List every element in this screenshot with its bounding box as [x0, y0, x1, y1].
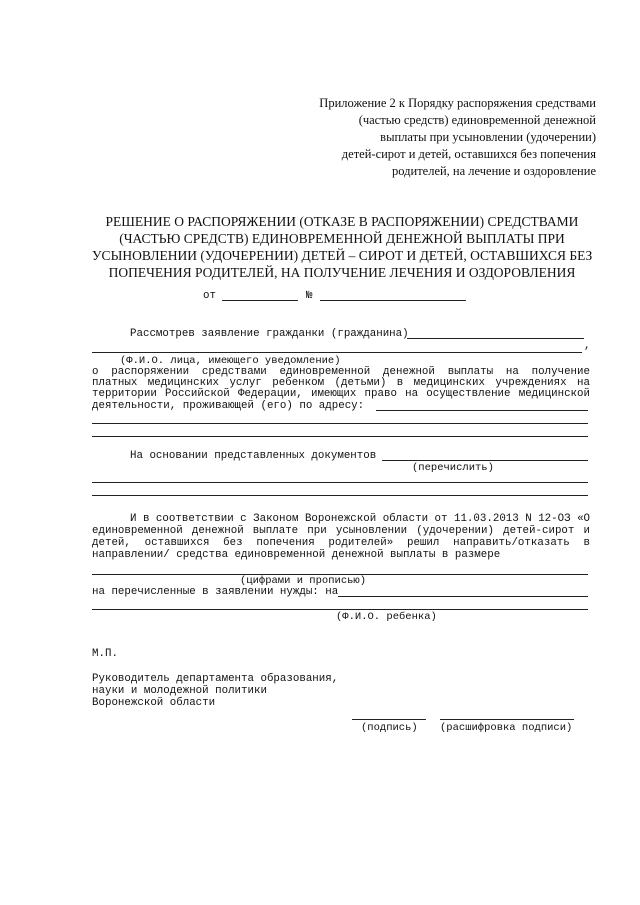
appendix-line: детей-сирот и детей, оставшихся без попечения [341, 147, 596, 161]
appendix-line: Приложение 2 к Порядку распоряжения средствами [319, 96, 596, 110]
signatory-line: Руководитель департамента образования, [92, 673, 339, 685]
appendix-header [276, 95, 596, 180]
address-field[interactable] [376, 410, 588, 411]
needs-lead: на перечисленные в заявлении нужды: на [92, 586, 339, 598]
appendix-line: (частью средств) единовременной денежной [358, 113, 596, 127]
number-field[interactable] [320, 300, 466, 301]
review-body-line: о распоряжении средствами единовременной денежной выплаты на получение [92, 366, 590, 378]
title-line: УСЫНОВЛЕНИИ (УДОЧЕРЕНИИ) ДЕТЕЙ – СИРОТ И ДЕТЕЙ, ОСТАВШИХСЯ БЕЗ [92, 248, 593, 263]
signature-decoding-field[interactable] [440, 719, 574, 720]
date-field[interactable] [222, 300, 298, 301]
appendix-line: выплаты при усыновлении (удочерении) [380, 130, 596, 144]
decoding-caption: (расшифровка подписи) [440, 722, 573, 734]
review-last-line: деятельности, проживающей (его) по адресу: [92, 400, 365, 412]
child-caption: (Ф.И.О. ребенка) [336, 611, 437, 623]
number-label: № [306, 290, 313, 302]
applicant-name-field[interactable] [407, 338, 584, 339]
title-line: ПОПЕЧЕНИЯ РОДИТЕЛЕЙ, НА ПОЛУЧЕНИЕ ЛЕЧЕНИЯ И ОЗДОРОВЛЕНИЯ [108, 265, 576, 280]
needs-field-line[interactable] [92, 609, 588, 610]
decision-body-line: И в соответствии с Законом Воронежской области от 11.03.2013 N 12-ОЗ «О [130, 513, 590, 525]
decision-body-line: детей, оставшихся без попечения родителей» решил направить/отказать в [92, 537, 590, 549]
seal-mark: М.П. [92, 648, 118, 660]
applicant-name-field-continued[interactable] [92, 352, 582, 353]
review-lead: Рассмотрев заявление гражданки (гражданина) [130, 328, 409, 340]
date-from-label: от [203, 290, 216, 302]
needs-field[interactable] [338, 596, 588, 597]
title-line: (ЧАСТЬЮ СРЕДСТВ) ЕДИНОВРЕМЕННОЙ ДЕНЕЖНОЙ ВЫПЛАТЫ ПРИ [119, 231, 565, 246]
decision-last-line: направлении/ средства единовременной денежной выплаты в размере [92, 549, 501, 561]
documents-field-line[interactable] [92, 482, 588, 483]
amount-caption: (цифрами и прописью) [240, 575, 367, 587]
trailing-comma: , [584, 340, 591, 352]
document-title [92, 213, 592, 281]
appendix-line: родителей, на лечение и оздоровление [392, 164, 596, 178]
signature-caption: (подпись) [361, 722, 418, 734]
signatory-line: науки и молодежной политики [92, 685, 267, 697]
review-body-line: территории Российской Федерации, имеющих право на осуществление медицинской [92, 388, 590, 400]
basis-caption: (перечислить) [412, 462, 494, 474]
address-field-line[interactable] [92, 436, 588, 437]
signature-field[interactable] [352, 719, 426, 720]
title-line: РЕШЕНИЕ О РАСПОРЯЖЕНИИ (ОТКАЗЕ В РАСПОРЯЖЕНИИ) СРЕДСТВАМИ [105, 214, 579, 229]
fio-caption: (Ф.И.О. лица, имеющего уведомление) [120, 355, 341, 367]
signatory-line: Воронежской области [92, 697, 216, 709]
basis-lead: На основании представленных документов [130, 450, 377, 462]
documents-field[interactable] [382, 460, 588, 461]
documents-field-line[interactable] [92, 495, 588, 496]
decision-body-line: единовременной денежной выплате при усыновлении (удочерении) детей-сирот и [92, 525, 590, 537]
review-body-line: платных медицинских услуг ребенком (детьми) в медицинских учреждениях на [92, 377, 590, 389]
address-field-line[interactable] [92, 423, 588, 424]
